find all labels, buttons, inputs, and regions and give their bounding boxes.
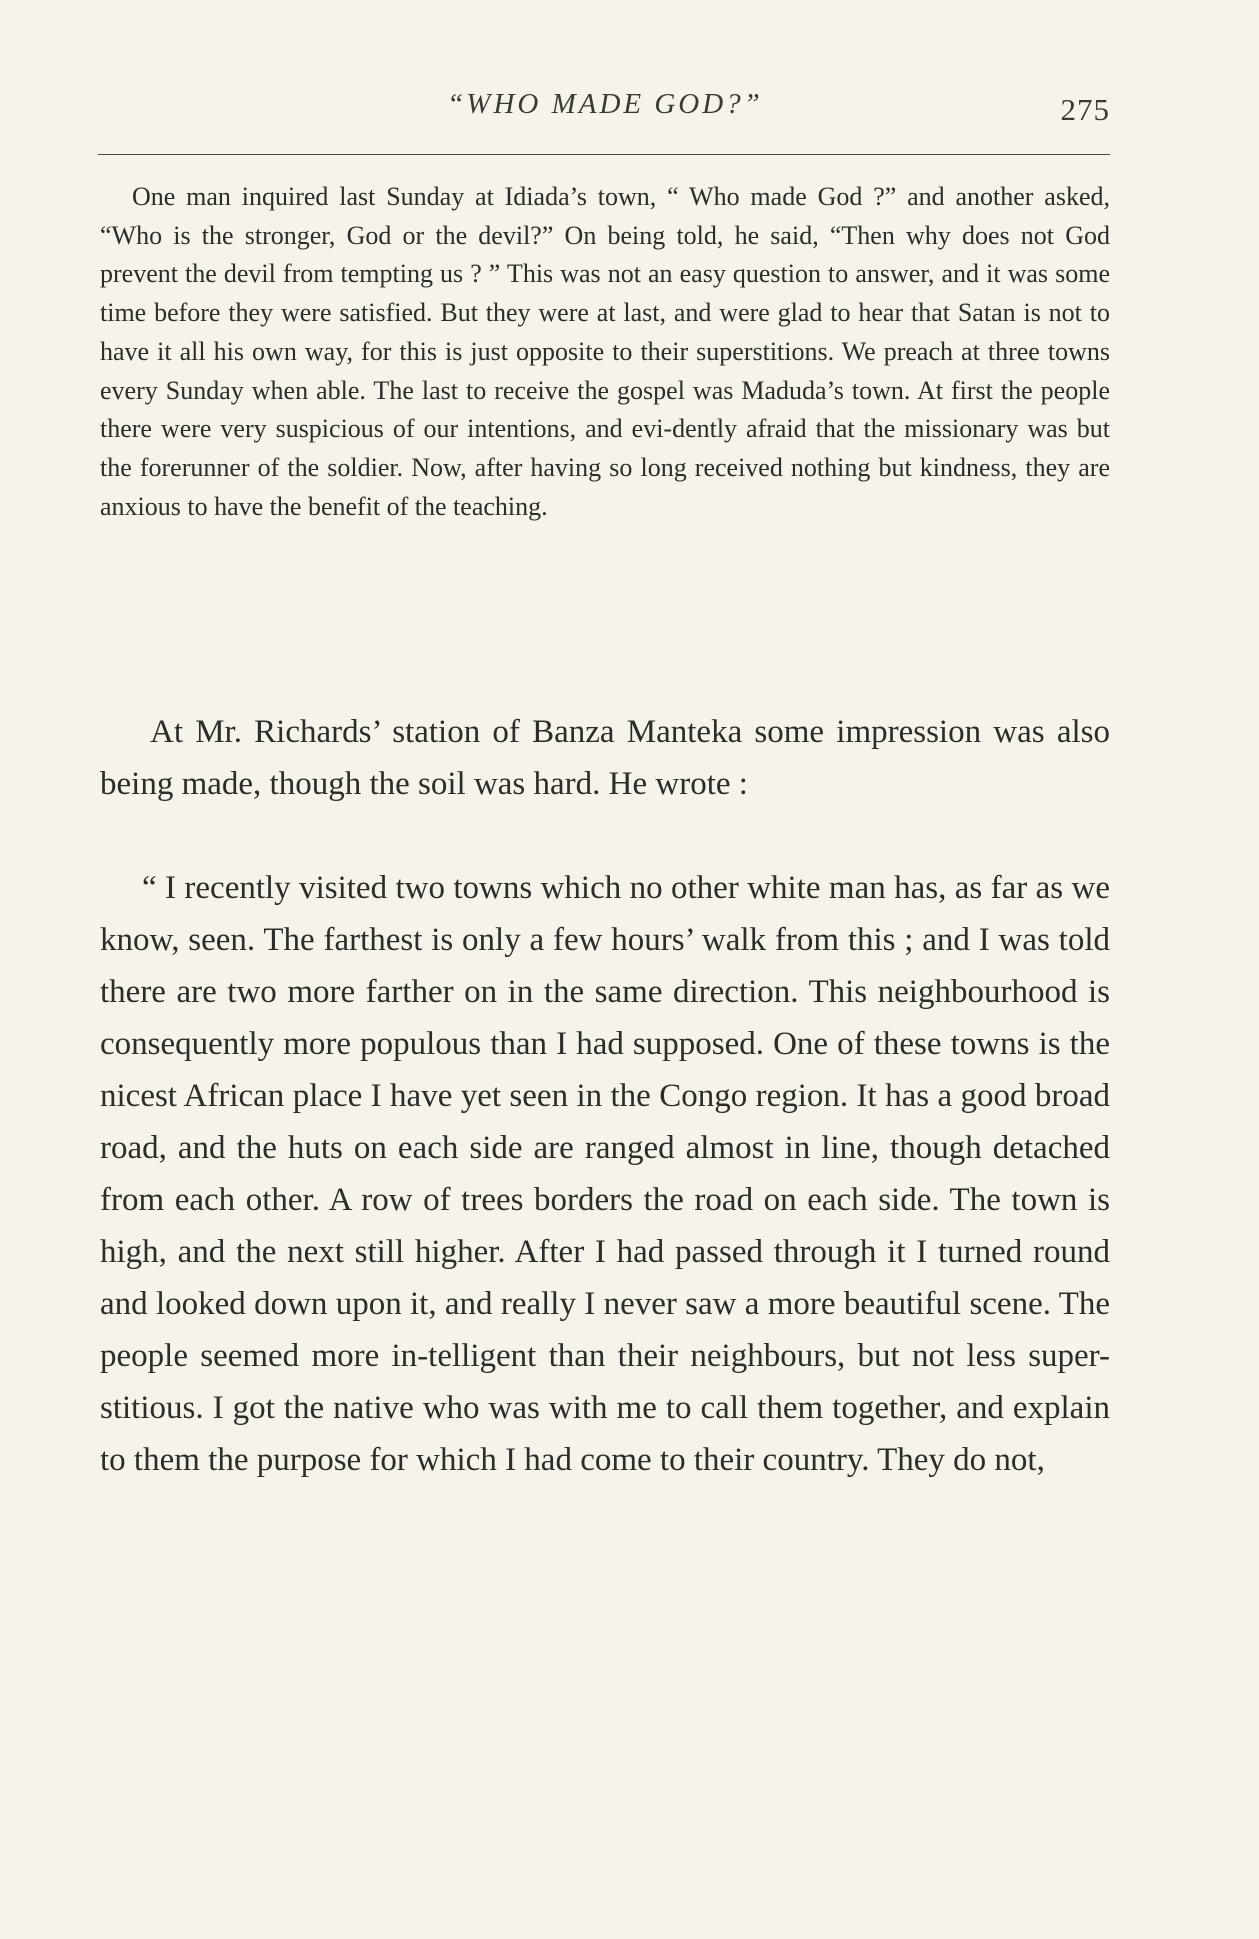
- running-title: “WHO MADE GOD?”: [447, 88, 763, 120]
- page-number: 275: [1060, 92, 1110, 127]
- body-paragraph-richards: At Mr. Richards’ station of Banza Manteka some impression was also being made, though the soil was hard. He wrote :: [100, 714, 1110, 802]
- body-paragraph-letter: “ I recently visited two towns which no other white man has, as far as we know, seen. The farthest is only a few hours’ walk from this ; and I was told there are two more farther on in the same direction. This neighbourhood is consequently more populous than I had supposed. One of these towns is the nicest African place I have yet seen in the Congo region. It has a good broad road, and the huts on each side are ranged almost in line, though detached from each other. A row of trees borders the road on each side. The town is high, and the next still higher. After I had passed through it I turned round and looked down upon it, and really I never saw a more beautiful scene. The people seemed more in-telligent than their neighbours, but not less super-stitious. I got the native who was with me to call them together, and explain to them the purpose for which I had come to their country. They do not,: [100, 870, 1110, 1478]
- running-head: [100, 88, 1110, 128]
- quoted-letter-paragraph: One man inquired last Sunday at Idiada’s town, “ Who made God ?” and another asked, “Who is the stronger, God or the devil?” On being told, he said, “Then why does not God prevent the devil from tempting us ? ” This was not an easy question to answer, and it was some time before they were satisfied. But they were at last, and were glad to hear that Satan is not to have it all his own way, for this is just opposite to their superstitions. We preach at three towns every Sunday when able. The last to receive the gospel was Maduda’s town. At first the people there were very suspicious of our intentions, and evi-dently afraid that the missionary was but the forerunner of the soldier. Now, after having so long received nothing but kindness, they are anxious to have the benefit of the teaching.: [100, 182, 1110, 521]
- header-rule: [98, 154, 1110, 155]
